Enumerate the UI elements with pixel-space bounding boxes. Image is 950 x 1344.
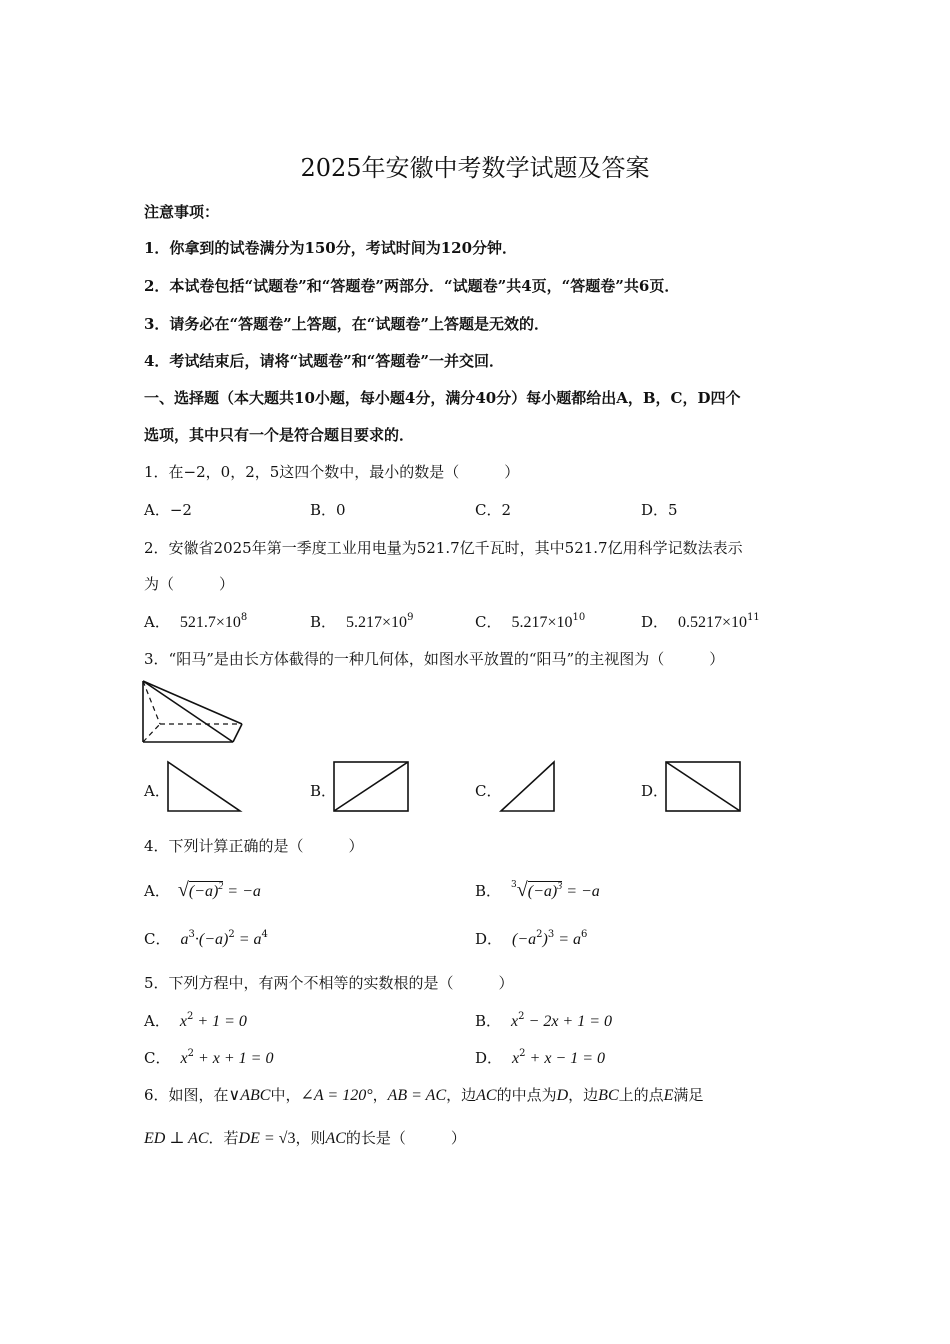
eq-exponent: 2 (519, 1048, 526, 1059)
cube-root-sign: √ (516, 879, 528, 901)
option-label: C． (144, 930, 171, 948)
page-title: 2025年安徽中考数学试题及答案 (300, 154, 650, 182)
eq-var: x (511, 1013, 519, 1030)
text: 的中点为 (496, 1086, 557, 1104)
text: 满足 (673, 1086, 704, 1104)
option-label: C． (144, 1049, 171, 1067)
exponent-2: 2 (228, 929, 235, 940)
term-3: = a (234, 931, 262, 948)
q5-option-a (144, 1010, 247, 1031)
term-1: (−a (512, 931, 537, 948)
option-mantissa: 5.217×10 (511, 614, 573, 631)
text: 的长是（ ） (345, 1129, 466, 1147)
radicand-exponent: 2 (218, 881, 224, 892)
eq-exponent: 2 (518, 1011, 525, 1022)
option-label: C． (475, 613, 502, 631)
term-2: ·(−a) (194, 931, 229, 948)
option-label: D． (641, 613, 669, 631)
exponent-1: 3 (188, 929, 195, 940)
text: 上的点 (618, 1086, 664, 1104)
q1-stem: 1．在−2，0，2，5这四个数中，最小的数是（ ） (144, 463, 520, 481)
q5-stem: 5．下列方程中，有两个不相等的实数根的是（ ） (144, 974, 514, 992)
q3-option-d-figure (664, 760, 742, 814)
q4-option-d (475, 928, 587, 949)
option-mantissa: 0.5217×10 (678, 614, 748, 631)
q3-stem: 3．“阳马”是由长方体截得的一种几何体，如图水平放置的“阳马”的主视图为（ ） (144, 650, 725, 668)
text: ，则 (295, 1129, 326, 1147)
radicand (189, 881, 223, 900)
radicand-base: (−a) (188, 883, 219, 900)
right-side: = −a (223, 883, 261, 900)
text: ．若 (208, 1129, 239, 1147)
term-1: a (180, 931, 189, 948)
option-mantissa: 5.217×10 (346, 614, 408, 631)
math: AB = AC (387, 1087, 447, 1104)
q2-option-a (144, 611, 247, 632)
q3-option-a-figure (166, 760, 242, 814)
q1-option-d: D．5 (641, 501, 678, 519)
q3-option-d-label: D． (641, 782, 669, 800)
q3-option-c-figure (499, 760, 557, 814)
q5-option-b (475, 1010, 612, 1031)
eq-var: x (180, 1050, 188, 1067)
eq-var: x (179, 1013, 187, 1030)
radicand-base: (−a) (527, 883, 558, 900)
q3-option-c-label: C． (475, 782, 502, 800)
q4-stem: 4．下列计算正确的是（ ） (144, 837, 364, 855)
option-exponent: 10 (572, 612, 586, 623)
option-exponent: 11 (747, 612, 760, 623)
text: 中， (270, 1086, 301, 1104)
text: 6．如图，在 (144, 1086, 229, 1104)
notice-heading: 注意事项： (144, 203, 220, 221)
exponent-2: 3 (547, 929, 555, 940)
radicand-exponent: 3 (557, 881, 563, 892)
q1-option-b: B．0 (310, 501, 346, 519)
math: ED ⊥ AC (144, 1130, 209, 1147)
q3-option-b-figure (332, 760, 410, 814)
math: AC (325, 1130, 346, 1147)
q6-stem-line2 (144, 1127, 466, 1148)
q1-option-a: A．−2 (144, 501, 192, 519)
math: DE = (238, 1130, 279, 1147)
notice-item-4: 4．考试结束后，请将“试题卷”和“答题卷”一并交回． (144, 352, 504, 370)
option-exponent: 8 (240, 612, 248, 623)
eq-rest: + x − 1 = 0 (525, 1050, 606, 1067)
q2-stem-line2: 为（ ） (144, 575, 235, 593)
option-exponent: 9 (407, 612, 414, 623)
math: D (556, 1087, 569, 1104)
eq-exponent: 2 (187, 1048, 194, 1059)
eq-exponent: 2 (186, 1011, 194, 1022)
q2-option-c (475, 611, 585, 632)
section-heading-line1: 一、选择题（本大题共10小题，每小题4分，满分40分）每小题都给出A，B，C，D四个 (144, 389, 741, 407)
math: BC (598, 1087, 619, 1104)
text: ，边 (568, 1086, 599, 1104)
q4-option-a (144, 879, 261, 902)
notice-item-3: 3．请务必在“答题卷”上答题，在“试题卷”上答题是无效的． (144, 315, 549, 333)
text: ，边 (446, 1086, 477, 1104)
math: ∨ABC (228, 1087, 271, 1104)
text: ， (372, 1086, 388, 1104)
right-side: = −a (562, 883, 600, 900)
q2-option-b (310, 611, 413, 632)
term-2: ) (542, 931, 548, 948)
q5-option-c (144, 1047, 273, 1068)
q1-option-c: C．2 (475, 501, 512, 519)
exponent-3: 6 (581, 929, 588, 940)
option-label: D． (475, 930, 503, 948)
eq-var: x (512, 1050, 520, 1067)
q4-option-b (475, 879, 600, 902)
math: ∠A = 120° (300, 1087, 373, 1104)
math: E (663, 1087, 674, 1104)
notice-item-2: 2．本试卷包括“试题卷”和“答题卷”两部分．“试题卷”共4页，“答题卷”共6页． (144, 277, 680, 295)
q2-option-d (641, 611, 760, 632)
q2-stem-line1: 2．安徽省2025年第一季度工业用电量为521.7亿千瓦时，其中521.7亿用科学记数法表示 (144, 539, 743, 557)
exponent-1: 2 (536, 929, 543, 940)
eq-rest: + x + 1 = 0 (193, 1050, 274, 1067)
term-3: = a (554, 931, 582, 948)
option-label: A． (144, 882, 170, 900)
option-label: B． (310, 613, 337, 631)
yangma-solid-figure (140, 678, 246, 746)
option-label: A． (144, 613, 170, 631)
q5-option-d (475, 1047, 605, 1068)
option-label: B． (475, 882, 502, 900)
eq-rest: + 1 = 0 (193, 1013, 247, 1030)
option-label: D． (475, 1049, 503, 1067)
section-heading-line2: 选项，其中只有一个是符合题目要求的． (144, 426, 415, 444)
sqrt-sign: √ (177, 879, 189, 901)
option-label: B． (475, 1012, 502, 1030)
eq-rest: − 2x + 1 = 0 (524, 1013, 613, 1030)
option-mantissa: 521.7×10 (179, 614, 241, 631)
exponent-3: 4 (261, 929, 268, 940)
q3-option-a-label: A． (144, 782, 170, 800)
q6-stem-line1 (144, 1084, 703, 1105)
q4-option-c (144, 928, 268, 949)
root-index: 3 (511, 880, 517, 890)
q3-option-b-label: B． (310, 782, 337, 800)
option-label: A． (144, 1012, 170, 1030)
notice-item-1: 1．你拿到的试卷满分为150分，考试时间为120分钟． (144, 239, 518, 257)
sqrt-three: √3 (278, 1130, 296, 1147)
math: AC (476, 1087, 497, 1104)
radicand (528, 881, 562, 900)
